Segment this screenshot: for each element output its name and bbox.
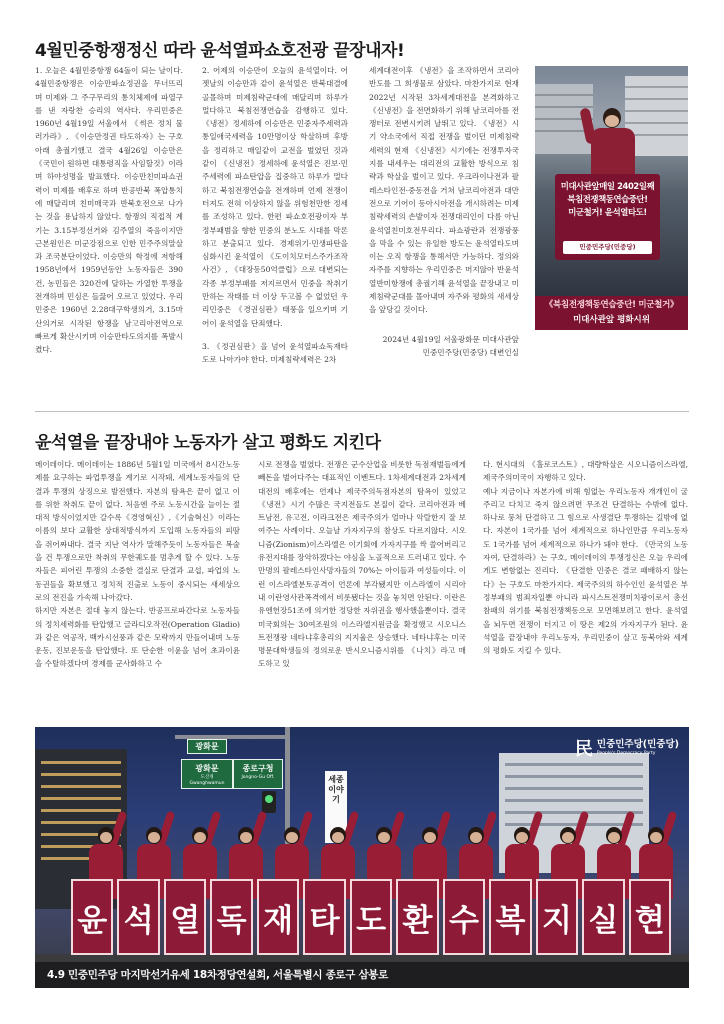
banner-char: 윤: [71, 879, 113, 955]
party-logo: [575, 735, 679, 761]
road-sign-left-sub2: Gwanghwamun: [189, 781, 225, 786]
party-logo-icon: 民: [574, 739, 593, 760]
article2-paragraph-3: 예나 지금이나 자본가에 비해 힘없는 우리노동자 개개인이 굴주리고 다치고 죽지 않으려면 무조건 단결하는 수밖에 없다. 하나로 뭉쳐 단결하고 그 힘으로 사생결단 투쟁하는 길밖에 없다. 자본이 1국가를 넘어 세계적으로 하나인만큼 우리노동자도 1국가를 넘어 세계적으로 하나가 돼야 한다. 《만국의 노동자여, 단결하라》는 구호, 메이데이의 투쟁정신은 오늘 우리에게도 변함없는 진리다. 《단결한 민중은 결코 패배하지 않는다》는 구호도 마찬가지다. 제국주의의 하수인인 윤석열은 부정부패의 범죄자일뿐 아니라 파시스트전쟁미치광이로서 총선참패의 위기를 북침전쟁책동으로 모면해보려고 한다. 윤석열을 뇌두면 전쟁이 터지고 이 땅은 제2의 가자지구가 된다. 윤석열을 끝장내야 우리노동자, 우리민중이 살고 동북아와 세계의 평화도 지킬 수 있다.: [483, 486, 688, 656]
road-sign-left-main: 광화문: [195, 764, 219, 773]
banner-char: 실: [582, 879, 624, 955]
placard-line-2: 북침전쟁책동연습중단!: [567, 194, 648, 204]
photo2-caption: 4.9 민중민주당 마지막선거유세 18차정당연설회, 서울특별시 종로구 삼봉로: [35, 962, 689, 988]
banner-char: 수: [443, 879, 485, 955]
article2-column-3: [483, 458, 688, 657]
vertical-banner-sign: 세종이야기: [325, 771, 347, 843]
article1-title: 4월민중항쟁정신 따라 윤석열파쇼호전광 끝장내자!: [35, 41, 405, 61]
photo1-caption: [535, 296, 688, 330]
article1-signature: [369, 333, 519, 360]
article2-paragraph-2-end: 다. 현시대의 《홀로코스트》, 대량학살은 시오니즘이스라엘, 제국주의미국이 자행하고 있다.: [483, 460, 688, 483]
protest-placard: [555, 174, 660, 260]
banner-char: 재: [257, 879, 299, 955]
article2-column-1: [35, 458, 240, 671]
article2-paragraph-2-cont: 시로 전쟁을 벌였다. 전쟁은 군수산업을 비롯한 독점재벌들에게 빼돈을 벌어다주는 대표적인 이벤트다. 1차세계대전과 2차세계대전의 배후에는 언제나 제국주의독점자본의 탐욕이 있었고 《냉전》시기 수많은 국지전들도 본질이 같다. 코리아전과 베트남전, 유고전, 이라크전은 제국주의가 얼마나 악랄한지 잘 보여주는 사례이다. 오늘날 가자지구의 참상도 다르지않다. 시오니즘(Zionism)이스라엘은 이기회에 가자지구를 싹 쓸어버리고 유전지대를 장악하겠다는 야심을 노골적으로 드러내고 있다. 수만명의 팔레스타인사망자들의 70%는 아이들과 여성들이다. 이런 이스라엘분토공격이 언론에 부각됐지만 이스라엘이 시리아 내 이란영사관폭격에서 비롯됐다는 것을 놓치면 안된다. 이란은 유엔헌장51조에 의거한 정당한 자위권을 행사했을뿐이다. 결국 미국회의는 30여조원의 이스라엘지원금을 확정했고 시오니스트전쟁광 네타냐후총리의 지지율은 상승했다. 네타냐후는 미국명문대학생들의 정의로운 반시오니즘시위를 《나치》라고 매도하고 있: [258, 460, 466, 669]
banner-char: 지: [536, 879, 578, 955]
article1-column-1: [35, 64, 183, 357]
photo1-caption-line-1: 《북침전쟁책동연습중단! 미군철거》: [544, 300, 679, 310]
banner-char: 석: [117, 879, 159, 955]
article2-paragraph-1: 메이데이다. 메이데이는 1886년 5월1일 미국에서 8시간노동제를 요구하는 파업투쟁을 계기로 시작돼, 세계노동자들의 단결과 투쟁의 상징으로 발전했다. 자본의 탐욕은 끝이 없고 이를 위한 착취도 끝이 없다. 처음엔 주로 노동시간을 늘이는 절대적 방식이었지만 갈수록《경영혁신》,《기술혁신》이라는 이름의 보다 교활한 상대적방식까지 도입해 노동자들의 피땀을 쥐어짜내다. 결국 지난 역사가 말해주듯이 노동자들은 복술을 건 투쟁으로만 착취의 무한궤도를 멈추게 할 수 있다. 노동자들은 피어린 투쟁의 소중한 결실로 단결과 교섭, 파업의 노동권들을 확보했고 정치적 진출로 노동이 중시되는 새세상으로의 전진을 가속해 나아갔다.: [35, 460, 240, 602]
article1-column-2: [202, 64, 348, 367]
rally-photo-jongno: [35, 727, 689, 988]
road-sign-left: [181, 759, 233, 789]
banner-char: 환: [396, 879, 438, 955]
road-sign-right-main: 종로구청: [242, 764, 274, 773]
party-logo-english: People's Democracy Party: [596, 751, 656, 756]
traffic-light-icon: [262, 791, 276, 813]
signature-org: 민중민주당(민중당) 대변인실: [422, 347, 519, 357]
placard-line-3: 미군철거! 윤석열타도!: [568, 207, 647, 217]
banner-char: 열: [164, 879, 206, 955]
article2-paragraph-2: 하지만 자본은 절대 놓지 않는다. 반공프로파간다로 노동자들의 정치세력화를 탄압했고 글라디오작전(Operation Gladio)과 같은 역공작, 백카시선풍과 같은 모략까지 만들어내며 노동운동, 진보운동을 탄압했다. 또 단순한 이윤을 넘어 초과이윤을 수탈하겠다며 경제를 군사화하고 수: [35, 606, 240, 669]
article2-title: 윤석열을 끝장내야 노동자가 살고 평화도 지킨다: [35, 433, 381, 453]
banner-char: 도: [350, 879, 392, 955]
article1-column-3: [369, 64, 519, 359]
article2-column-2: [258, 458, 466, 671]
road-sign-top: 광화문: [187, 739, 227, 754]
article1-paragraph-3-cont: 세계대전이후 《냉전》을 조작하면서 코리아반도를 그 희생물로 삼았다. 마찬가지로 현재 2022년 시작된 3차세계대전을 본격화하고 《신냉전》을 전면화하기 위해 남코리아를 전쟁터로 전변시키려 날뛰고 있다. 《냉전》시기 약소국에서 직접 전쟁을 벌이던 미제침략세력의 현재 《신냉전》시기에는 전쟁투자국지를 내세우는 대리전의 교활한 방식으로 침략과 학살을 벌이고 있다. 우크라이나전과 팔레스타인전·중동전을 거쳐 남코리아전과 대만전으로 기어이 동아시아전을 개시하려는 미제침략세력의 손발이자 전쟁대리인이 다름 아닌 윤석열친미호전무리다. 파쇼광란과 전쟁광풍을 막을 수 있는 유일한 방도는 윤석열타도며 이는 오직 항쟁을 통해서만 가능하다. 정의와 자주를 지향하는 우리민중은 머지않아 반윤석열반미항쟁에 총궐기해 윤석열을 끝장내고 미제침략군대를 몰아내며 자주와 평화의 새세상을 앞당길 것이다.: [369, 66, 519, 315]
placard-line-1: 미대사관앞매일 2402일째: [560, 181, 655, 191]
protest-photo-embassy: [535, 66, 688, 296]
placard-org: 민중민주당(민중당): [563, 241, 652, 254]
road-sign-left-sub1: 도산개: [200, 775, 214, 780]
road-sign-right: [233, 759, 283, 789]
banner-char: 독: [210, 879, 252, 955]
signature-date-place: 2024년 4월19일 서울광화문 미대사관앞: [382, 334, 519, 344]
article1-paragraph-3-start: 3. 《정권심판》을 넘어 윤석열파쇼독재타도로 나아가야 한다. 미제침략세력은 2차: [202, 341, 348, 365]
banner-char: 타: [303, 879, 345, 955]
party-logo-name: 민중민주당(민중당): [596, 739, 679, 750]
section-divider: [35, 411, 689, 412]
article1-paragraph-2: 2. 어제의 이승만이 오늘의 윤석열이다. 어젯날의 이승만과 같이 윤석열은 반북대결에 골몰하며 미제침략군대에 매달리며 하루가 멀다하고 북침전쟁연습을 감행하고 있다. 《냉전》정세하에 이승만은 민중자주세력과 통일애국세력을 10만명이상 학살하며 후방을 정리하고 매일같이 교전을 벌였던 것과 같이 《신냉전》정세하에 윤석열은 진보·민주세력에 파쇼탄압을 집중하고 하루가 멀다하고 북침전쟁연습을 전개하며 언제 전쟁이 터져도 전혀 이상하지 않을 위험천만한 정세를 조성하고 있다. 한편 파쇼호전광이자 부정부패범을 향한 민중의 분노도 시대를 막론하고 분출되고 있다. 경제위기·민생파탄을 심화시킨 윤석열이 《도이치모터스주가조작사건》, 《대장동50억클럽》으로 대변되는 각종 부정부패를 저지르면서 민중을 착취기만하는 작태를 더 이상 두고볼 수 없었던 우리민중은 《경권심판》태풍을 일으키며 기어이 윤석열을 단죄했다.: [202, 66, 348, 328]
banner-char: 복: [489, 879, 531, 955]
road-sign-right-sub: Jongno-Gu Off.: [241, 775, 275, 780]
article1-paragraph-1: 1. 오늘은 4월민중항쟁 64돌이 되는 날이다. 4월민중항쟁은 이승만파쇼정권을 무너뜨리며 미제와 그 주구무리의 통치체제에 파열구를 낸 자랑찬 승리의 역사다. 우리민중은 1960년 4월19일 서울에서 《썩은 정치 물러가라》, 《이승만정권 타도하자》는 구호 아래 총궐기했고 결국 4월26일 이승만은 《국민이 원하면 대통령직을 사임할것》이라며 하야성명을 발표했다. 이승만친미파쇼권력이 미제를 배후로 하며 반공반북 폭압통치에 매달리며 친미매국과 반북호전으로 나가는 것을 용납하지 않았다. 항쟁의 직접적 계기는 3.15부정선거와 김주열의 죽음이지만 근본원인은 미군강점으로 인한 민주주의말살과 조국분단이었다. 이승만의 학정에 저항해 1958년에서 1959년동안 노동자들은 390건, 농민들은 320건에 달하는 가열한 투쟁을 전개하며 민심은 들끓어 오르고 있었다. 우리민중은 1960년 2.28대구학생의거, 3.15마산의거로 시작된 항쟁을 남고리아전역으로 빠르게 확산시키며 이승만타도의지를 폭발시켰다.: [35, 66, 183, 355]
photo1-caption-line-2: 미대사관앞 평화시위: [573, 315, 650, 325]
banner-char: 현: [629, 879, 671, 955]
protester-figure: [591, 108, 635, 178]
slogan-banner: [71, 879, 671, 955]
